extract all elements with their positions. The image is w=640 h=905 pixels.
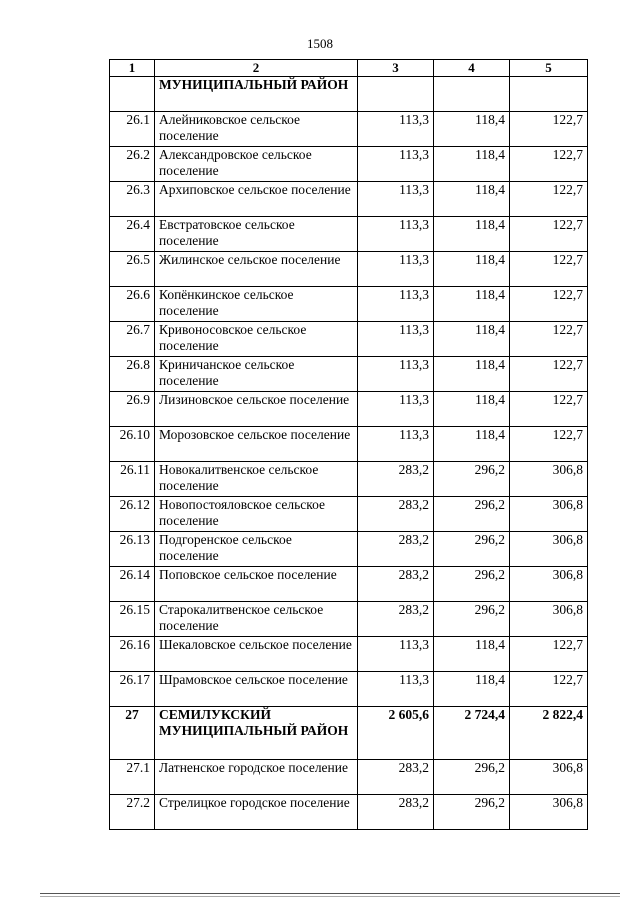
row-code: 26.12 bbox=[110, 497, 155, 532]
row-value-col5: 306,8 bbox=[510, 760, 588, 795]
row-value-col4: 296,2 bbox=[434, 602, 510, 637]
row-value-col3: 283,2 bbox=[358, 532, 434, 567]
row-value-col3: 113,3 bbox=[358, 182, 434, 217]
table-row bbox=[110, 392, 588, 427]
row-value-col5: 122,7 bbox=[510, 287, 588, 322]
row-value-col3: 113,3 bbox=[358, 427, 434, 462]
row-name: Архиповское сельское поселение bbox=[155, 182, 358, 217]
row-value-col4: 118,4 bbox=[434, 672, 510, 707]
row-value-col4: 296,2 bbox=[434, 532, 510, 567]
row-code: 26.11 bbox=[110, 462, 155, 497]
row-name: Латненское городское поселение bbox=[155, 760, 358, 795]
row-value-col5: 122,7 bbox=[510, 392, 588, 427]
row-value-col5: 122,7 bbox=[510, 252, 588, 287]
table-row bbox=[110, 322, 588, 357]
row-name: Старокалитвенское сельское поселение bbox=[155, 602, 358, 637]
row-value-col3: 283,2 bbox=[358, 602, 434, 637]
row-name: СЕМИЛУКСКИЙ МУНИЦИПАЛЬНЫЙ РАЙОН bbox=[155, 707, 358, 760]
row-value-col3: 283,2 bbox=[358, 760, 434, 795]
table-row bbox=[110, 112, 588, 147]
row-value-col3: 113,3 bbox=[358, 287, 434, 322]
row-code: 26.15 bbox=[110, 602, 155, 637]
row-value-col5: 306,8 bbox=[510, 497, 588, 532]
row-value-col4: 118,4 bbox=[434, 147, 510, 182]
row-value-col4: 296,2 bbox=[434, 567, 510, 602]
row-value-col3: 2 605,6 bbox=[358, 707, 434, 760]
table-row bbox=[110, 147, 588, 182]
row-value-col5 bbox=[510, 77, 588, 112]
row-value-col5: 122,7 bbox=[510, 147, 588, 182]
row-value-col5: 306,8 bbox=[510, 532, 588, 567]
row-value-col5: 306,8 bbox=[510, 795, 588, 830]
table-row bbox=[110, 287, 588, 322]
row-value-col5: 306,8 bbox=[510, 602, 588, 637]
page-bottom-rule-2 bbox=[40, 896, 620, 897]
table-row bbox=[110, 497, 588, 532]
row-value-col4 bbox=[434, 77, 510, 112]
row-value-col3: 113,3 bbox=[358, 217, 434, 252]
row-value-col4: 296,2 bbox=[434, 462, 510, 497]
table-row bbox=[110, 637, 588, 672]
row-value-col4: 118,4 bbox=[434, 182, 510, 217]
continued-district-row bbox=[110, 77, 588, 112]
row-value-col4: 118,4 bbox=[434, 112, 510, 147]
row-code: 26.4 bbox=[110, 217, 155, 252]
district-row bbox=[110, 707, 588, 760]
row-value-col4: 118,4 bbox=[434, 217, 510, 252]
row-name: Криничанское сельское поселение bbox=[155, 357, 358, 392]
row-value-col5: 306,8 bbox=[510, 462, 588, 497]
row-value-col4: 118,4 bbox=[434, 427, 510, 462]
row-value-col3: 113,3 bbox=[358, 112, 434, 147]
row-code: 26.10 bbox=[110, 427, 155, 462]
row-value-col5: 122,7 bbox=[510, 357, 588, 392]
row-value-col3: 283,2 bbox=[358, 462, 434, 497]
row-value-col5: 122,7 bbox=[510, 427, 588, 462]
row-name: Шекаловское сельское поселение bbox=[155, 637, 358, 672]
row-code bbox=[110, 77, 155, 112]
row-value-col3: 283,2 bbox=[358, 497, 434, 532]
row-code: 26.2 bbox=[110, 147, 155, 182]
row-value-col3: 283,2 bbox=[358, 795, 434, 830]
page-number: 1508 bbox=[307, 36, 333, 51]
row-value-col4: 118,4 bbox=[434, 392, 510, 427]
page-bottom-rule bbox=[40, 893, 620, 894]
row-code: 26.17 bbox=[110, 672, 155, 707]
row-value-col5: 122,7 bbox=[510, 217, 588, 252]
row-value-col3: 113,3 bbox=[358, 252, 434, 287]
row-value-col3: 113,3 bbox=[358, 392, 434, 427]
row-value-col4: 118,4 bbox=[434, 322, 510, 357]
table-row bbox=[110, 532, 588, 567]
row-value-col3: 113,3 bbox=[358, 147, 434, 182]
row-name: МУНИЦИПАЛЬНЫЙ РАЙОН bbox=[155, 77, 358, 112]
row-value-col4: 118,4 bbox=[434, 637, 510, 672]
row-value-col3: 283,2 bbox=[358, 567, 434, 602]
table-row bbox=[110, 217, 588, 252]
row-name: Копёнкинское сельское поселение bbox=[155, 287, 358, 322]
row-value-col4: 118,4 bbox=[434, 252, 510, 287]
row-code: 26.1 bbox=[110, 112, 155, 147]
row-code: 26.16 bbox=[110, 637, 155, 672]
row-value-col5: 122,7 bbox=[510, 182, 588, 217]
column-header-2: 2 bbox=[155, 60, 358, 77]
row-name: Лизиновское сельское поселение bbox=[155, 392, 358, 427]
row-code: 27.1 bbox=[110, 760, 155, 795]
row-value-col4: 296,2 bbox=[434, 497, 510, 532]
row-value-col5: 122,7 bbox=[510, 672, 588, 707]
table-row bbox=[110, 357, 588, 392]
row-name: Стрелицкое городское поселение bbox=[155, 795, 358, 830]
column-header-3: 3 bbox=[358, 60, 434, 77]
row-value-col3: 113,3 bbox=[358, 357, 434, 392]
row-code: 26.6 bbox=[110, 287, 155, 322]
row-name: Алейниковское сельское поселение bbox=[155, 112, 358, 147]
row-code: 26.14 bbox=[110, 567, 155, 602]
table-row bbox=[110, 427, 588, 462]
row-name: Кривоносовское сельское поселение bbox=[155, 322, 358, 357]
budget-table bbox=[109, 59, 588, 830]
table-row bbox=[110, 252, 588, 287]
row-value-col5: 306,8 bbox=[510, 567, 588, 602]
row-value-col4: 118,4 bbox=[434, 357, 510, 392]
row-code: 26.5 bbox=[110, 252, 155, 287]
row-code: 26.7 bbox=[110, 322, 155, 357]
row-value-col5: 122,7 bbox=[510, 637, 588, 672]
row-name: Подгоренское сельское поселение bbox=[155, 532, 358, 567]
table-row bbox=[110, 462, 588, 497]
row-value-col4: 296,2 bbox=[434, 795, 510, 830]
row-value-col4: 118,4 bbox=[434, 287, 510, 322]
row-value-col3: 113,3 bbox=[358, 672, 434, 707]
column-header-4: 4 bbox=[434, 60, 510, 77]
table-row bbox=[110, 182, 588, 217]
row-code: 26.8 bbox=[110, 357, 155, 392]
row-name: Александровское сельское поселение bbox=[155, 147, 358, 182]
row-value-col4: 296,2 bbox=[434, 760, 510, 795]
table-row bbox=[110, 602, 588, 637]
row-code: 26.13 bbox=[110, 532, 155, 567]
row-name: Евстратовское сельское поселение bbox=[155, 217, 358, 252]
table-row bbox=[110, 672, 588, 707]
row-value-col4: 2 724,4 bbox=[434, 707, 510, 760]
row-value-col3 bbox=[358, 77, 434, 112]
column-header-5: 5 bbox=[510, 60, 588, 77]
table-row bbox=[110, 760, 588, 795]
row-value-col3: 113,3 bbox=[358, 637, 434, 672]
row-code: 27 bbox=[110, 707, 155, 760]
row-name: Новокалитвенское сельское поселение bbox=[155, 462, 358, 497]
row-value-col3: 113,3 bbox=[358, 322, 434, 357]
row-code: 26.9 bbox=[110, 392, 155, 427]
table-row bbox=[110, 795, 588, 830]
row-name: Поповское сельское поселение bbox=[155, 567, 358, 602]
row-code: 26.3 bbox=[110, 182, 155, 217]
column-header-1: 1 bbox=[110, 60, 155, 77]
row-name: Новопостояловское сельское поселение bbox=[155, 497, 358, 532]
row-code: 27.2 bbox=[110, 795, 155, 830]
row-name: Шрамовское сельское поселение bbox=[155, 672, 358, 707]
row-value-col5: 122,7 bbox=[510, 322, 588, 357]
table-row bbox=[110, 567, 588, 602]
row-name: Жилинское сельское поселение bbox=[155, 252, 358, 287]
column-number-row bbox=[110, 60, 588, 77]
row-name: Морозовское сельское поселение bbox=[155, 427, 358, 462]
row-value-col5: 2 822,4 bbox=[510, 707, 588, 760]
row-value-col5: 122,7 bbox=[510, 112, 588, 147]
